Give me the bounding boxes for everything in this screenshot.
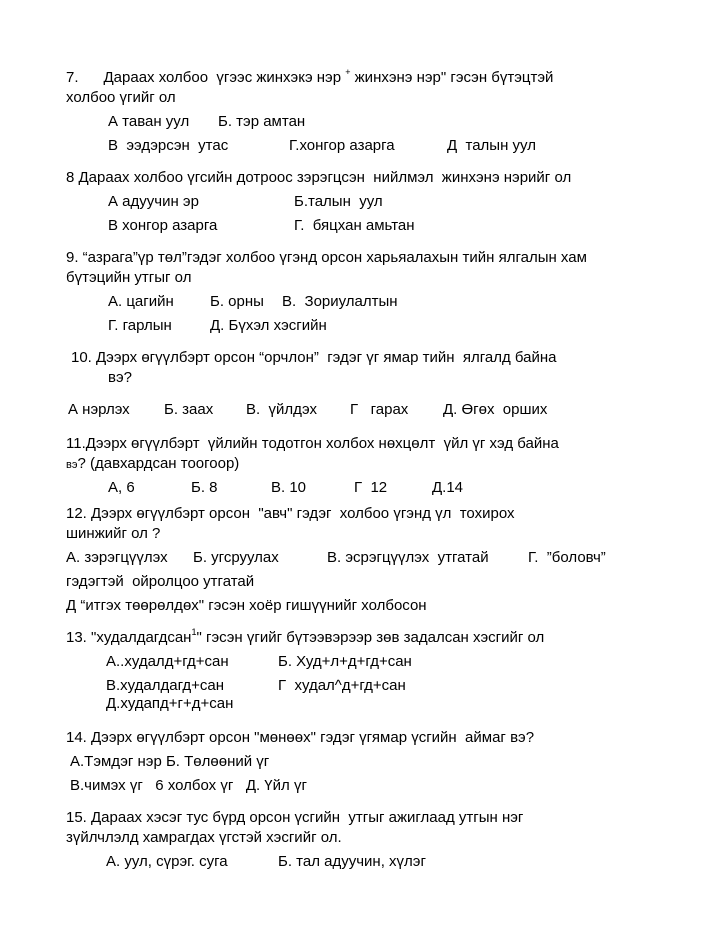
- q15-option-a: А. уул, сүрэг. суга: [106, 853, 228, 870]
- q10-option-a: А нэрлэх: [68, 401, 130, 418]
- q9-option-a: А. цагийн: [108, 293, 174, 310]
- q8-option-b: Б.талын уул: [294, 193, 383, 210]
- q15-line2: зүйлчлэлд хамрагдах үгстэй хэсгийг ол.: [66, 829, 342, 846]
- q12-option-d: Г. ”боловч”: [528, 549, 606, 566]
- q8-option-d: Г. бяцхан амьтан: [294, 217, 415, 234]
- q10-line2: вэ?: [108, 369, 132, 386]
- q8-option-c: В хонгор азарга: [108, 217, 218, 234]
- q7-option-e: Д талын уул: [447, 137, 536, 154]
- q12-option-a: А. зэрэгцүүлэх: [66, 549, 168, 566]
- q13-option-d: Г худал^д+гд+сан: [278, 677, 406, 694]
- q15-line1: 15. Дараах хэсэг тус бүрд орсон үсгийн утгыг ажиглаад утгын нэг: [66, 809, 524, 826]
- q14-line1: 14. Дээрх өгүүлбэрт орсон "мөнөөх" гэдэг үгямар үсгийн аймаг вэ?: [66, 729, 535, 746]
- q15-option-b: Б. тал адуучин, хүлэг: [278, 853, 426, 870]
- q7-line1-b: жинхэнэ нэр" гэсэн бүтэцтэй: [350, 69, 554, 86]
- q12-option-c: В. эсрэгцүүлэх утгатай: [327, 549, 489, 566]
- q11-option-e: Д.14: [432, 479, 464, 496]
- q11-option-b: Б. 8: [191, 479, 218, 496]
- q13-line1-a: 13. "худалдагдсан: [66, 629, 192, 646]
- q12-line5: Д “итгэх төөрөлдөх" гэсэн хоёр гишүүнийг холбосон: [66, 597, 427, 614]
- q13-superscript: 1: [191, 627, 197, 637]
- q8-line1: 8 Дараах холбоо үгсийн дотроос зэрэгцсэн нийлмэл жинхэнэ нэрийг ол: [66, 169, 572, 186]
- q11-option-a: А, 6: [108, 479, 135, 496]
- q9-line2: бүтэцийн утгыг ол: [66, 269, 192, 286]
- q7-superscript: +: [345, 67, 351, 77]
- q8-option-a: А адуучин эр: [108, 193, 199, 210]
- q13-line1: [66, 629, 544, 648]
- q12-line2: шинжийг ол ?: [66, 525, 161, 542]
- q12-option-b: Б. угсруулах: [193, 549, 279, 566]
- q9-option-b: Б. орны: [210, 293, 264, 310]
- q7-option-a: А таван уул: [108, 113, 190, 130]
- q7-line1: [66, 69, 553, 88]
- q14-line2: А.Тэмдэг нэр Б. Төлөөний үг: [70, 753, 270, 770]
- q9-line1: 9. “азрага”үр төл”гэдэг холбоо үгэнд орсон харьяалахын тийн ялгалын хам: [66, 249, 587, 266]
- q9-option-c: В. Зориулалтын: [282, 293, 398, 310]
- q7-line2: холбоо үгийг ол: [66, 89, 176, 106]
- q10-option-b: Б. заах: [164, 401, 214, 418]
- q10-line1: 10. Дээрх өгүүлбэрт орсон “орчлон” гэдэг үг ямар тийн ялгалд байна: [71, 349, 557, 366]
- q13-option-c: В.худалдагд+сан: [106, 677, 225, 694]
- q10-option-e: Д. Өгөх орших: [443, 401, 548, 418]
- q14-line3: В.чимэх үг 6 холбох үг Д. Үйл үг: [70, 777, 307, 794]
- q13-option-e: Д.худапд+г+д+сан: [106, 695, 234, 712]
- q7-option-b: Б. тэр амтан: [218, 113, 306, 130]
- q12-line1: 12. Дээрх өгүүлбэрт орсон "авч" гэдэг холбоо үгэнд үл тохирох: [66, 505, 515, 522]
- q10-option-d: Г гарах: [350, 401, 409, 418]
- q7-option-c: В ээдэрсэн утас: [108, 137, 229, 154]
- q10-option-c: В. үйлдэх: [246, 401, 318, 418]
- q7-option-d: Г.хонгор азарга: [289, 137, 395, 154]
- q7-line1-a: 7. Дараах холбоо үгээс жинхэкэ нэр: [66, 69, 346, 86]
- q9-option-e: Д. Бүхэл хэсгийн: [210, 317, 327, 334]
- q11-option-c: В. 10: [271, 479, 307, 496]
- q13-option-a: А..худалд+гд+сан: [106, 653, 229, 670]
- q12-line4: гэдэгтэй ойролцоо утгатай: [66, 573, 255, 590]
- q11-line2-rest: ? (давхардсан тоогоор): [77, 455, 240, 472]
- q11-line1: 11.Дээрх өгүүлбэрт үйлийн тодотгон холбох нөхцөлт үйл үг хэд байна: [66, 435, 559, 452]
- q9-option-d: Г. гарлын: [108, 317, 172, 334]
- q11-line2: [66, 455, 239, 474]
- q13-option-b: Б. Худ+л+д+гд+сан: [278, 653, 412, 670]
- q11-option-d: Г 12: [354, 479, 388, 496]
- q11-small-text: вэ: [66, 459, 78, 471]
- q13-line1-b: " гэсэн үгийг бүтээвэрээр зөв задалсан хэсгийг ол: [196, 629, 545, 646]
